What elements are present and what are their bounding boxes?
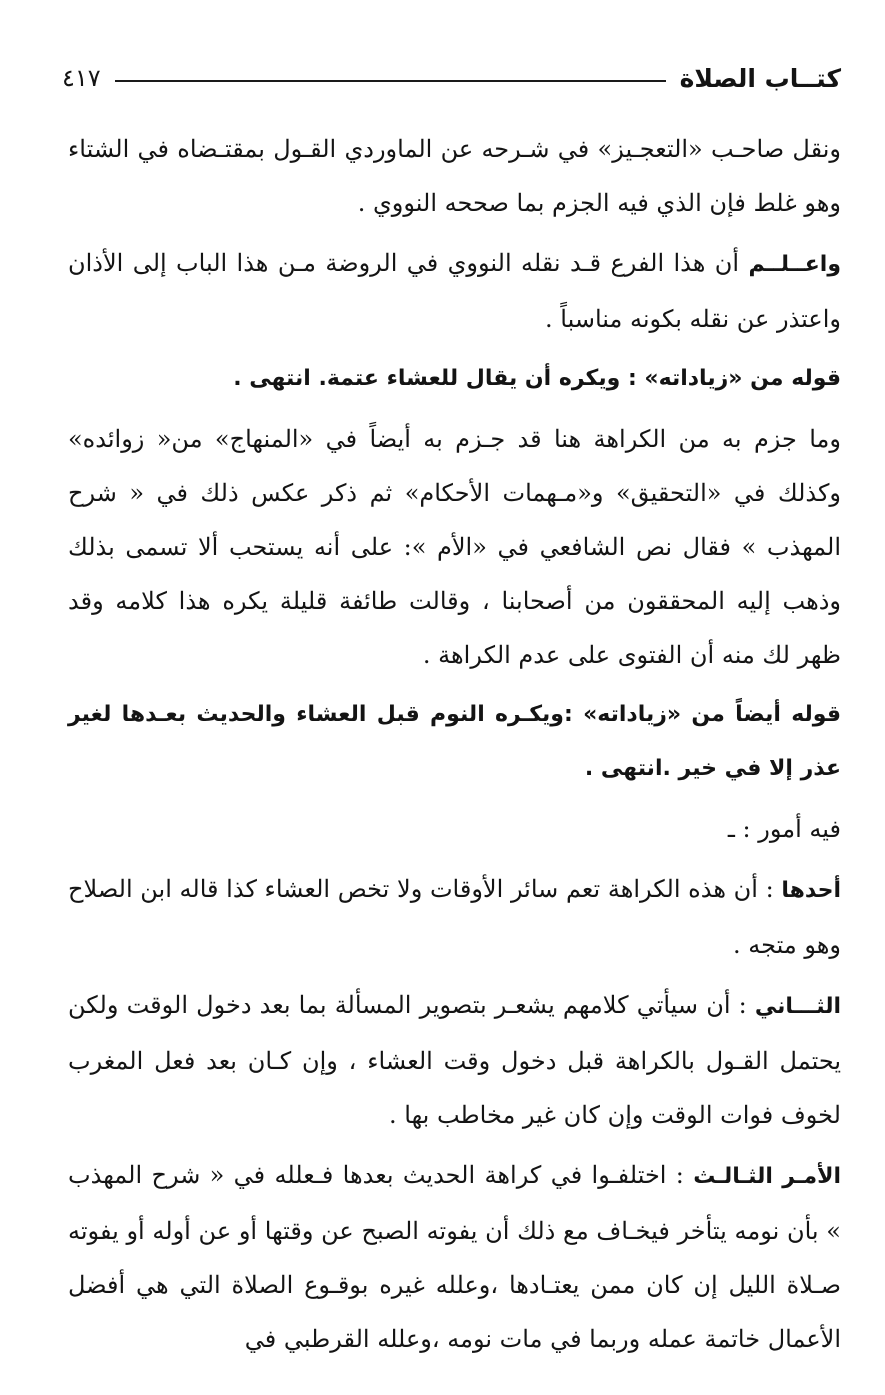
paragraph-text: : أن سيأتي كلامهم يشعـر بتصوير المسألة بما بعد دخول الوقت ولكن يحتمل القـول بالكراهة قبل دخول وقت العشاء ، وإن كـان بعد فعل المغرب لخوف فوات الوقت وإن كان غير مخاطب بها . bbox=[68, 991, 841, 1129]
paragraph bbox=[68, 802, 841, 856]
page-number: ٤١٧ bbox=[62, 64, 101, 92]
heading-text: :ويكـره النوم قبل العشاء والحديث بعـدها لغير عذر إلا في خير .انتهى . bbox=[68, 702, 841, 781]
paragraph bbox=[68, 862, 841, 972]
paragraph bbox=[68, 978, 841, 1142]
paragraph-text: : أن هذه الكراهة تعم سائر الأوقات ولا تخص العشاء كذا قاله ابن الصلاح وهو متجه . bbox=[68, 875, 841, 959]
paragraph-text: فيه أمور : ـ bbox=[727, 815, 841, 843]
paragraph-text: ونقل صاحـب «التعجـيز» في شـرحه عن الماوردي القـول بمقتـضاه في الشتاء وهو غلط فإن الذي فيه الجزم بما صححه النووي . bbox=[68, 135, 841, 217]
header-rule bbox=[115, 80, 666, 82]
paragraph-text: أن هذا الفرع قـد نقله النووي في الروضة مـن هذا الباب إلى الأذان واعتذر عن نقله بكونه مناسباً . bbox=[68, 249, 841, 333]
running-header bbox=[62, 58, 841, 98]
book-title: كتــاب الصلاة bbox=[679, 63, 841, 93]
paragraph-lead: الأمـر الثـالـث bbox=[693, 1164, 841, 1189]
paragraph-lead: الثـــاني bbox=[754, 994, 841, 1019]
paragraph-text: : اختلفـوا في كراهة الحديث بعدها فـعلله في « شرح المهذب » بأن نومه يتأخر فيخـاف مع ذلك أن يفوته الصبح عن وقتها أو عن أوله أو يفوته صـلاة الليل إن كان ممن يعتـادها ،وعلله غيره بوقـوع الصلاة التي هي أفضل الأعمال خاتمة عمله وربما في مات نومه ،وعلله القرطبي في bbox=[68, 1161, 841, 1353]
paragraph bbox=[68, 122, 841, 230]
paragraph-text: وما جزم به من الكراهة هنا قد جـزم به أيضاً في «المنهاج» من« زوائده» وكذلك في «التحقيق» و«مـهمات الأحكام» ثم ذكر عكس ذلك في « شرح المهذب » فقال نص الشافعي في «الأم »: على أنه يستحب ألا تسمى بذلك وذهب إليه المحققون من أصحابنا ، وقالت طائفة قليلة يكره هذا كلامه وقد ظهر لك منه أن الفتوى على عدم الكراهة . bbox=[68, 425, 841, 669]
paragraph bbox=[68, 1148, 841, 1366]
heading-intro: قوله من «زياداته» bbox=[644, 366, 841, 391]
paragraph-lead: أحدها bbox=[781, 878, 841, 903]
page-body bbox=[68, 122, 841, 1372]
paragraph bbox=[68, 236, 841, 346]
paragraph-lead: واعــلــم bbox=[748, 252, 841, 277]
heading-intro: قوله أيضاً من «زياداته» bbox=[583, 702, 842, 727]
heading-text: : ويكره أن يقال للعشاء عتمة. انتهى . bbox=[233, 366, 645, 391]
quoted-statement-heading bbox=[68, 352, 841, 406]
paragraph bbox=[68, 412, 841, 682]
quoted-statement-heading bbox=[68, 688, 841, 796]
